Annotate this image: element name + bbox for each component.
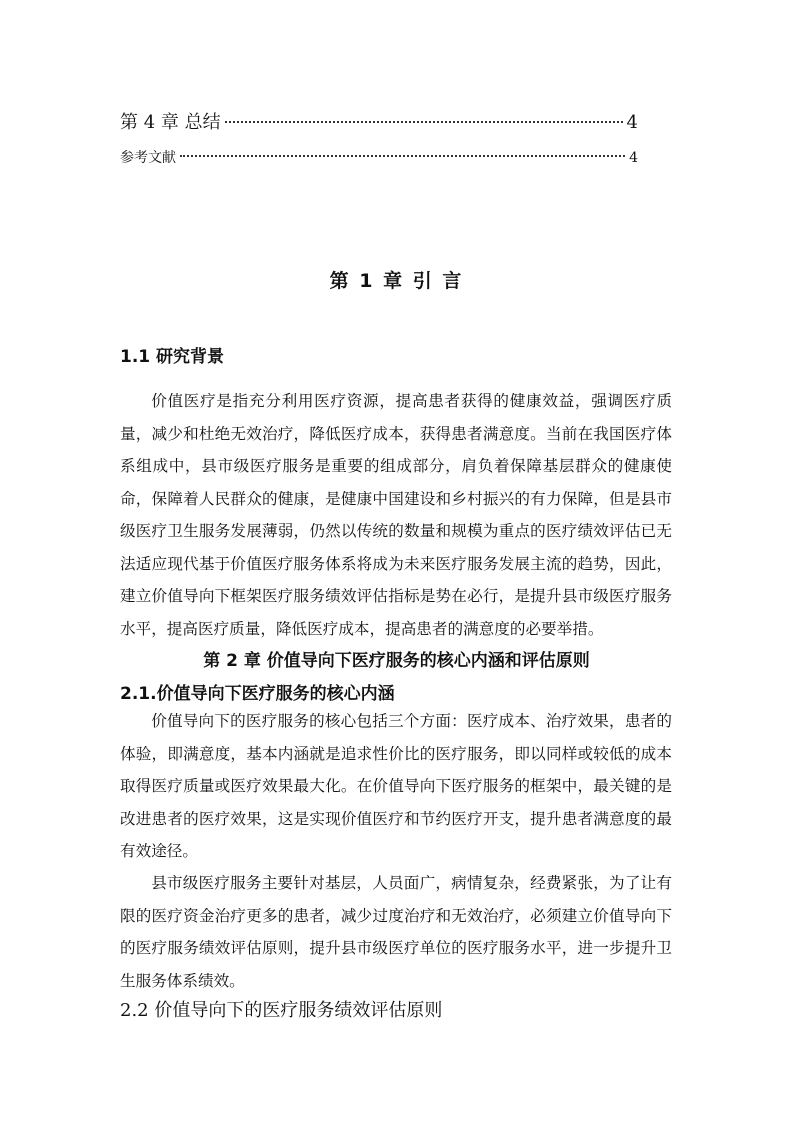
toc-entry-title: 第 4 章 总结 bbox=[120, 112, 221, 133]
section-2-2-heading: 2.2 价值导向下的医疗服务绩效评估原则 bbox=[120, 1000, 443, 1021]
section-2-1-paragraph-1: 价值导向下的医疗服务的核心包括三个方面：医疗成本、治疗效果，患者的体验，即满意度，基本内涵就是追求性价比的医疗服务，即以同样或较低的成本取得医疗质量或医疗效果最大化。在价值导向下医疗服务的框架中，最关键的是改进患者的医疗效果，这是实现价值医疗和节约医疗开支，提升患者满意度的最有效途径。 bbox=[120, 712, 672, 860]
toc-entry-title: 参考文献 bbox=[120, 150, 176, 166]
toc-entry-conclusion[interactable] bbox=[120, 108, 638, 134]
chapter-2-title: 第 2 章 价值导向下医疗服务的核心内涵和评估原则 bbox=[203, 651, 590, 671]
toc-entry-page: 4 bbox=[626, 112, 638, 133]
section-2-1-heading: 2.1.价值导向下医疗服务的核心内涵 bbox=[120, 684, 395, 704]
chapter-1-title: 第 1 章 引 言 bbox=[329, 270, 464, 292]
section-2-1-paragraph-2: 县市级医疗服务主要针对基层，人员面广，病情复杂，经费紧张，为了让有限的医疗资金治疗更多的患者，减少过度治疗和无效治疗，必须建立价值导向下的医疗服务绩效评估原则，提升县市级医疗单位的医疗服务水平，进一步提升卫生服务体系绩效。 bbox=[120, 874, 672, 990]
section-1-1-paragraph: 价值医疗是指充分利用医疗资源，提高患者获得的健康效益，强调医疗质量，减少和杜绝无效治疗，降低医疗成本，获得患者满意度。当前在我国医疗体系组成中，县市级医疗服务是重要的组成部分，肩负着保障基层群众的健康使命，保障着人民群众的健康，是健康中国建设和乡村振兴的有力保障，但是县市级医疗卫生服务发展薄弱，仍然以传统的数量和规模为重点的医疗绩效评估已无法适应现代基于价值医疗服务体系将成为未来医疗服务发展主流的趋势，因此，建立价值导向下框架医疗服务绩效评估指标是势在必行，是提升县市级医疗服务水平，提高医疗质量，降低医疗成本，提高患者的满意度的必要举措。 bbox=[120, 392, 672, 638]
toc-entry-page: 4 bbox=[629, 150, 638, 166]
toc-entry-references[interactable] bbox=[120, 147, 638, 167]
toc-leader-dots bbox=[225, 121, 623, 123]
section-1-1-heading: 1.1 研究背景 bbox=[120, 347, 225, 367]
toc-leader-dots bbox=[180, 155, 625, 157]
